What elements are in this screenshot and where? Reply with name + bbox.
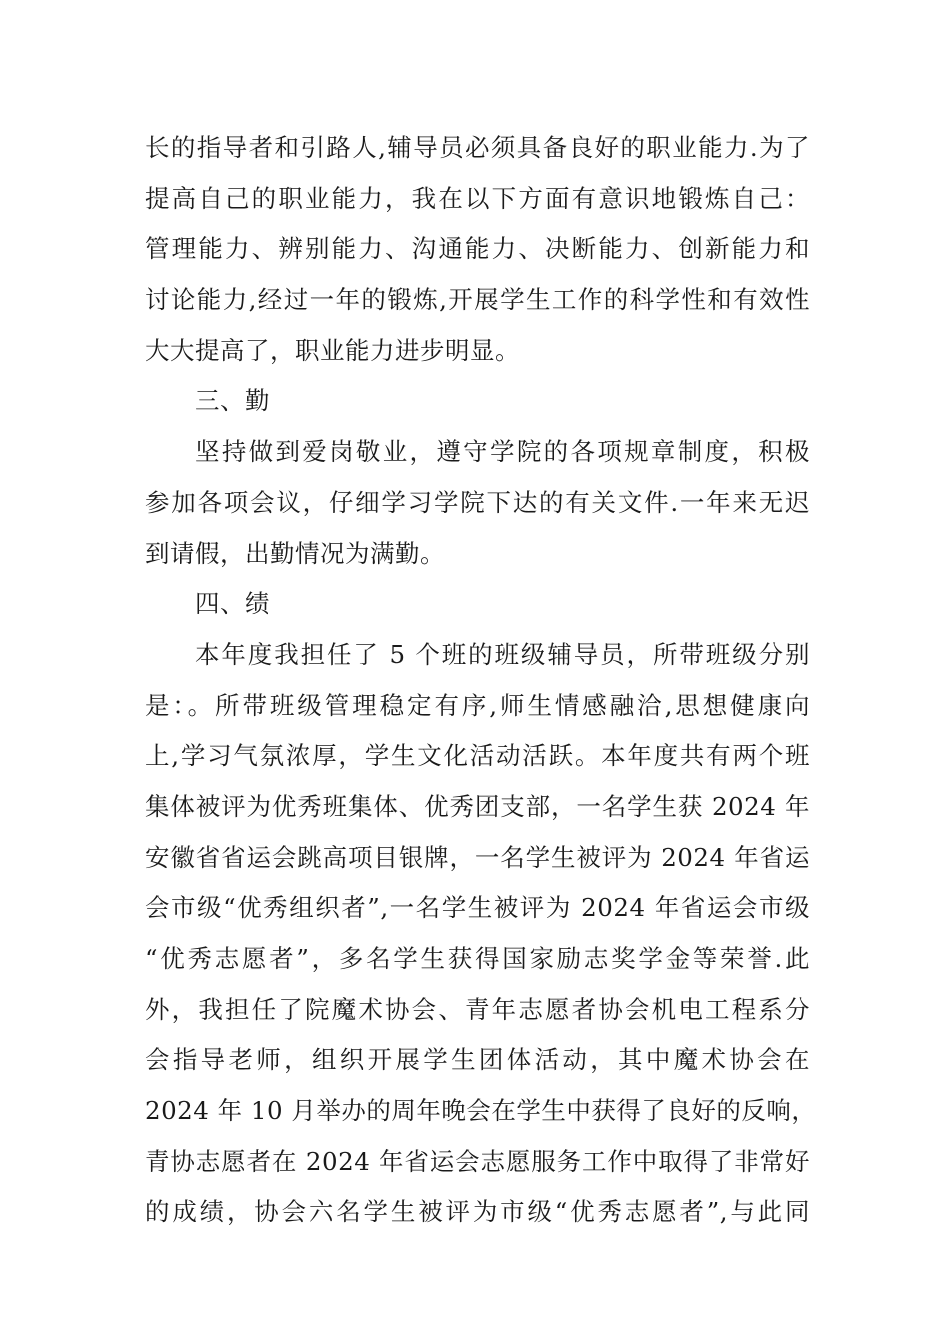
text-line: 本年度我担任了 5 个班的班级辅导员，所带班级分别 bbox=[195, 639, 810, 669]
text-line: 大大提高了，职业能力进步明显。 bbox=[145, 335, 520, 365]
text-line: 上,学习气氛浓厚，学生文化活动活跃。本年度共有两个班 bbox=[145, 741, 810, 771]
text-line: 四、绩 bbox=[195, 589, 270, 619]
text-line: 讨论能力,经过一年的锻炼,开展学生工作的科学性和有效性 bbox=[145, 285, 810, 315]
text-line: 会市级“优秀组织者”,一名学生被评为 2024 年省运会市级 bbox=[145, 893, 810, 923]
text-line: 集体被评为优秀班集体、优秀团支部，一名学生获 2024 年 bbox=[145, 791, 810, 821]
text-line: 坚持做到爱岗敬业，遵守学院的各项规章制度，积极 bbox=[195, 437, 810, 467]
document-body bbox=[145, 123, 817, 1238]
text-line: 会指导老师，组织开展学生团体活动，其中魔术协会在 bbox=[145, 1045, 810, 1075]
text-line: 参加各项会议，仔细学习学院下达的有关文件.一年来无迟 bbox=[145, 487, 810, 517]
text-line: 的成绩，协会六名学生被评为市级“优秀志愿者”,与此同 bbox=[145, 1197, 810, 1227]
text-line: 外，我担任了院魔术协会、青年志愿者协会机电工程系分 bbox=[145, 994, 810, 1024]
text-line: 长的指导者和引路人,辅导员必须具备良好的职业能力.为了 bbox=[145, 133, 810, 162]
text-line: “优秀志愿者”，多名学生获得国家励志奖学金等荣誉.此 bbox=[145, 944, 810, 973]
text-line: 2024 年 10 月举办的周年晚会在学生中获得了良好的反响， bbox=[145, 1096, 817, 1126]
text-line: 青协志愿者在 2024 年省运会志愿服务工作中取得了非常好 bbox=[145, 1146, 810, 1176]
text-line: 提高自己的职业能力，我在以下方面有意识地锻炼自己： bbox=[145, 183, 810, 213]
text-line: 安徽省省运会跳高项目银牌，一名学生被评为 2024 年省运 bbox=[145, 842, 810, 872]
text-line: 管理能力、辨别能力、沟通能力、决断能力、创新能力和 bbox=[145, 234, 810, 264]
text-line: 是：。所带班级管理稳定有序,师生情感融洽,思想健康向 bbox=[145, 690, 810, 720]
text-line: 到请假，出勤情况为满勤。 bbox=[145, 538, 445, 568]
text-line: 三、勤 bbox=[195, 386, 270, 416]
